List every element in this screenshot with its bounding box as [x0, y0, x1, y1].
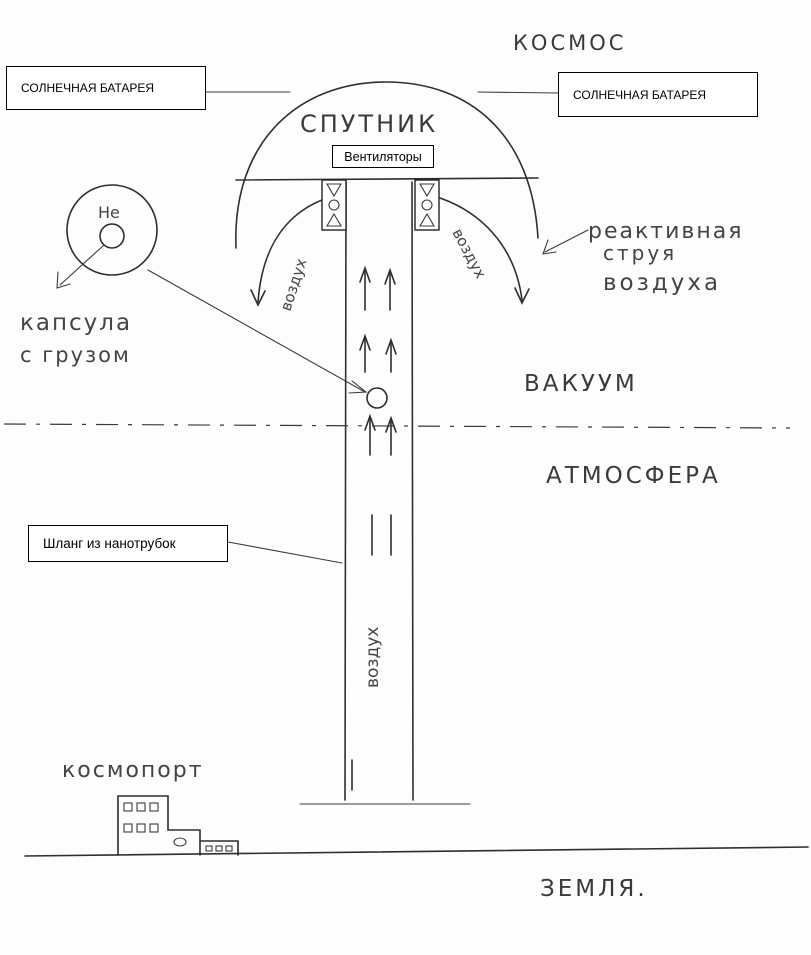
fans-label: Вентиляторы: [344, 149, 422, 164]
air-label-tube: воздух: [363, 626, 383, 688]
capsule-icon: [367, 388, 387, 408]
fans-box: [332, 145, 434, 168]
air-label-right: воздух: [448, 225, 490, 282]
fan-right-icon: [415, 180, 439, 230]
jet-label-line1: реактивная: [588, 219, 744, 244]
capsule-label-line1: капсула: [20, 310, 133, 336]
spaceport-building-icon: [118, 796, 238, 855]
fan-left-icon: [322, 180, 346, 230]
solar-battery-label-right: СОЛНЕЧНАЯ БАТАРЕЯ: [573, 87, 707, 102]
capsule-pointer-head: [57, 272, 70, 288]
capsule-trajectory: [148, 270, 365, 392]
ground-line: [25, 847, 808, 856]
capsule-label-line2: с грузом: [20, 343, 131, 367]
earth-label: ЗЕМЛЯ.: [540, 876, 648, 902]
hose-label: Шланг из нанотрубок: [43, 536, 176, 551]
jet-label-arrow: [545, 230, 588, 252]
vacuum-label: ВАКУУМ: [524, 371, 638, 397]
hose-left-wall: [345, 182, 346, 800]
spaceport-label: космопорт: [62, 758, 204, 783]
hose-leader: [228, 542, 342, 563]
vacuum-boundary: [4, 424, 790, 428]
solar-battery-label-left: СОЛНЕЧНАЯ БАТАРЕЯ: [21, 81, 155, 95]
satellite-base-line: [236, 178, 538, 180]
hose-box: [28, 525, 228, 562]
capsule-pointer: [60, 245, 104, 285]
he-label: He: [98, 203, 120, 222]
jet-label-line2: струя: [603, 241, 678, 265]
air-flow-arrows: [352, 268, 396, 790]
jet-arrow-right: [440, 198, 522, 300]
jet-label-line3: воздуха: [603, 270, 722, 296]
capsule-outer: [67, 185, 157, 275]
hose-right-wall: [412, 182, 413, 800]
air-label-left: воздух: [276, 256, 311, 314]
solar-battery-box-right: [558, 72, 758, 117]
solar-battery-box-left: [6, 66, 206, 110]
solar-right-leader: [478, 92, 558, 93]
capsule-inner: [100, 224, 124, 248]
space-label: КОСМОС: [513, 31, 627, 55]
satellite-label: СПУТНИК: [300, 110, 439, 138]
atmosphere-label: АТМОСФЕРА: [546, 463, 721, 489]
